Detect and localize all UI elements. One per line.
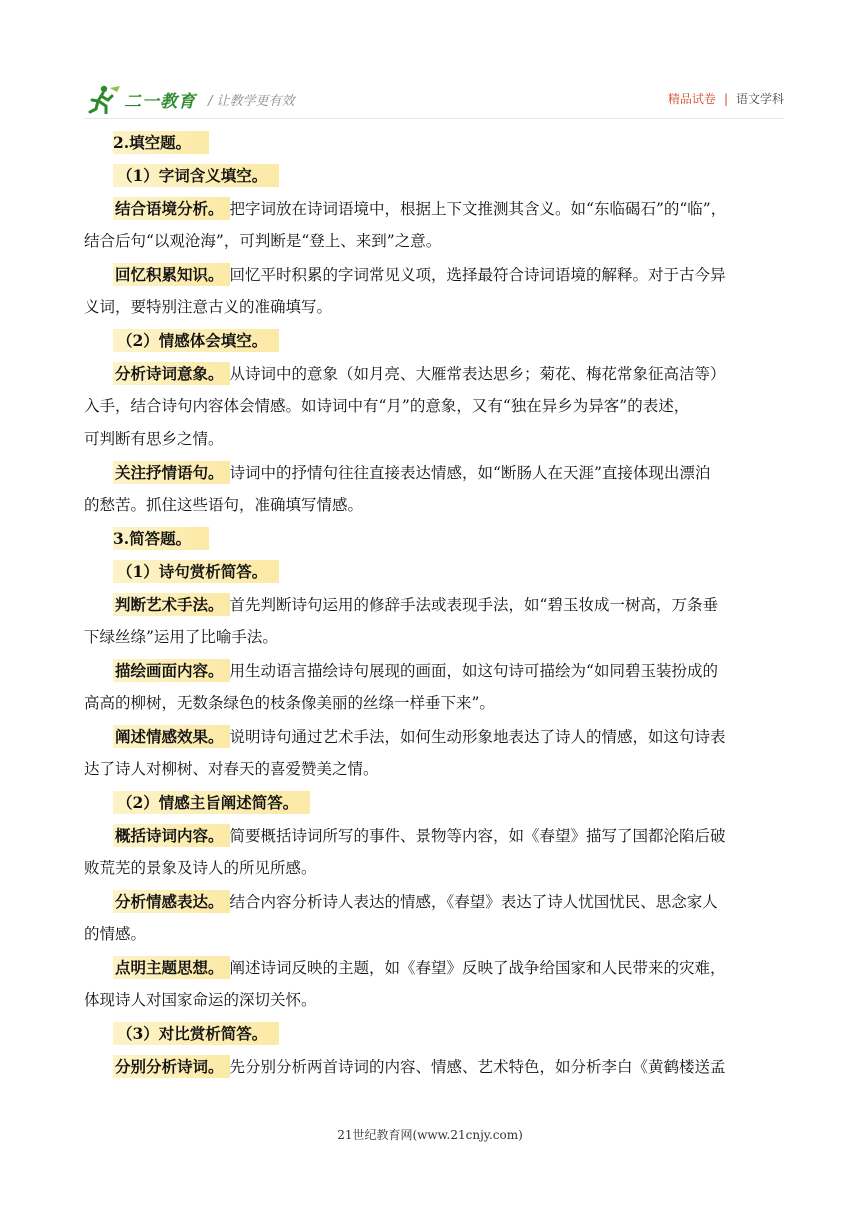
document-body	[84, 126, 784, 1083]
point-heading: 点明主题思想。	[113, 956, 230, 979]
paragraph-line: 点明主题思想。 阐述诗词反映的主题，如《春望》反映了战争给国家和人民带来的灾难，	[115, 958, 726, 977]
subsection-title: （1）诗句赏析简答。	[113, 555, 784, 588]
point-heading: 分别分析诗词。	[113, 1055, 230, 1078]
paragraph-line: 高高的柳树，无数条绿色的枝条像美丽的丝绦一样垂下来”。	[84, 694, 495, 712]
brand-name: 二一教育	[124, 91, 196, 112]
paragraph-line: 义词，要特别注意古义的准确填写。	[84, 298, 333, 316]
page-header	[84, 82, 784, 118]
paragraph-line: 的愁苦。抓住这些语句，准确填写情感。	[84, 496, 364, 514]
paragraph-line: 的情感。	[84, 925, 147, 943]
paragraph-line: 分别分析诗词。 先分别分析两首诗词的内容、情感、艺术特色，如分析李白《黄鹤楼送孟	[115, 1057, 726, 1076]
section-title: 3.简答题。	[113, 522, 784, 555]
paragraph-line: 阐述情感效果。 说明诗句通过艺术手法，如何生动形象地表达了诗人的情感，如这句诗表	[115, 727, 726, 746]
point-heading: 分析情感表达。	[113, 890, 230, 913]
section-title: 2.填空题。	[113, 126, 784, 159]
tag-separator: |	[723, 91, 728, 106]
point-heading: 结合语境分析。	[113, 197, 230, 220]
paragraph-line: 结合语境分析。 把字词放在诗词语境中，根据上下文推测其含义。如“东临碣石”的“临”，	[115, 199, 727, 218]
subsection-title: （3）对比赏析简答。	[113, 1017, 784, 1050]
point-heading: 概括诗词内容。	[113, 824, 230, 847]
paragraph-line: 可判断有思乡之情。	[84, 430, 224, 448]
paragraph-line: 入手，结合诗句内容体会情感。如诗词中有“月”的意象，又有“独在异乡为异客”的表述，	[84, 397, 690, 415]
point-heading: 分析诗词意象。	[113, 362, 230, 385]
point-heading: 阐述情感效果。	[113, 725, 230, 748]
brand-logo	[84, 84, 295, 114]
subject-tags	[668, 90, 784, 107]
subsection-title: （1）字词含义填空。	[113, 159, 784, 192]
paragraph-line: 结合后句“以观沧海”，可判断是“登上、来到”之意。	[84, 232, 442, 250]
paragraph-line: 下绿丝绦”运用了比喻手法。	[84, 628, 278, 646]
point-heading: 描绘画面内容。	[113, 659, 230, 682]
paragraph-line: 概括诗词内容。 简要概括诗词所写的事件、景物等内容，如《春望》描写了国都沦陷后破	[115, 826, 726, 845]
point-heading: 判断艺术手法。	[113, 593, 230, 616]
tag-quality-paper: 精品试卷	[667, 92, 716, 106]
paragraph-line: 败荒芜的景象及诗人的所见所感。	[84, 859, 317, 877]
paragraph-line: 体现诗人对国家命运的深切关怀。	[84, 991, 317, 1009]
paragraph-line: 分析诗词意象。 从诗词中的意象（如月亮、大雁常表达思乡；菊花、梅花常象征高洁等）	[115, 364, 726, 383]
tag-subject: 语文学科	[735, 92, 784, 106]
paragraph-line: 关注抒情语句。 诗词中的抒情句往往直接表达情感，如“断肠人在天涯”直接体现出漂泊	[115, 463, 711, 482]
point-heading: 关注抒情语句。	[113, 461, 230, 484]
subsection-title: （2）情感体会填空。	[113, 324, 784, 357]
brand-slogan: / 让教学更有效	[208, 93, 295, 109]
paragraph-line: 回忆积累知识。 回忆平时积累的字词常见义项，选择最符合诗词语境的解释。对于古今异	[115, 265, 726, 284]
paragraph-line: 描绘画面内容。 用生动语言描绘诗句展现的画面，如这句诗可描绘为“如同碧玉装扮成的	[115, 661, 718, 680]
paragraph-line: 判断艺术手法。 首先判断诗句运用的修辞手法或表现手法，如“碧玉妆成一树高，万条垂	[115, 595, 718, 614]
point-heading: 回忆积累知识。	[113, 263, 230, 286]
subsection-title: （2）情感主旨阐述简答。	[113, 786, 784, 819]
paragraph-line: 分析情感表达。 结合内容分析诗人表达的情感，《春望》表达了诗人忧国忧民、思念家人	[115, 892, 718, 911]
paragraph-line: 达了诗人对柳树、对春天的喜爱赞美之情。	[84, 760, 379, 778]
page-footer: 21世纪教育网(www.21cnjy.com)	[337, 1128, 523, 1142]
header-divider	[84, 118, 784, 119]
runner-icon	[84, 84, 122, 114]
